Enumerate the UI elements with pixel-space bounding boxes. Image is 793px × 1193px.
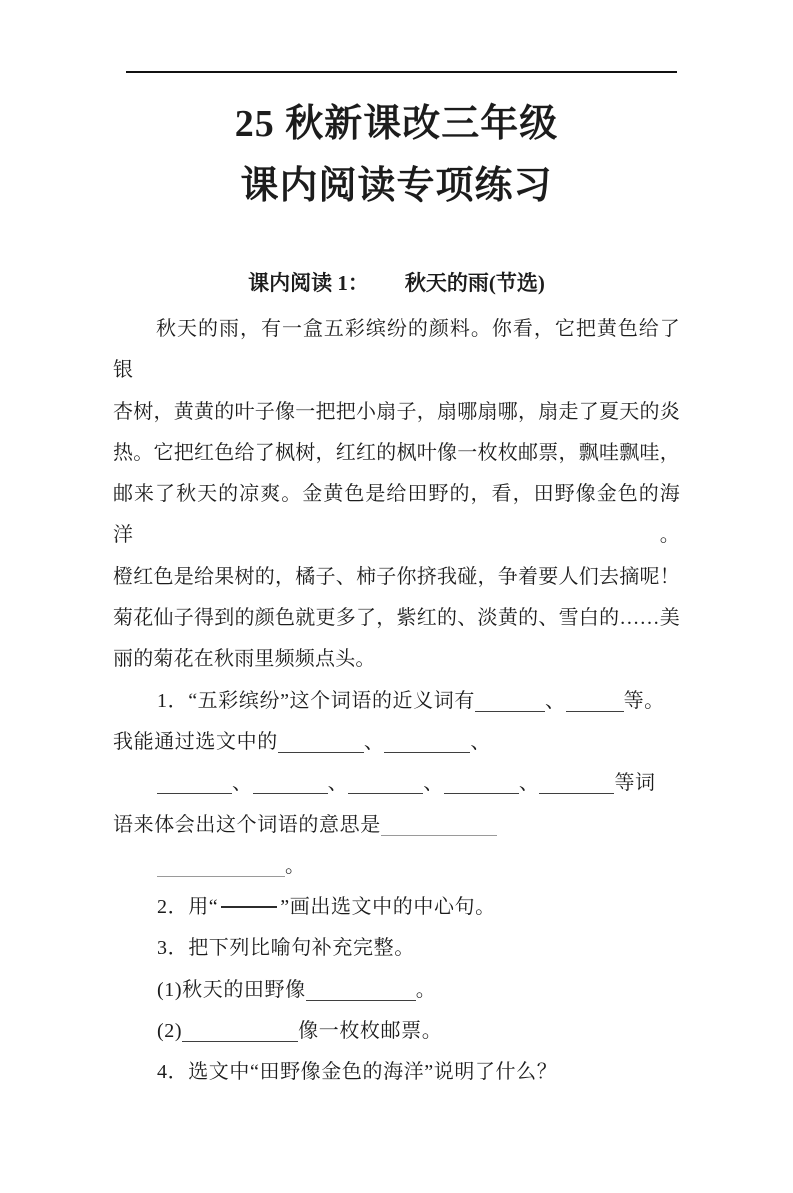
question-1-text-2: 我能通过选文中的: [113, 730, 278, 753]
separator: 、: [544, 689, 566, 712]
question-1-line-3: [113, 763, 680, 804]
question-1-line-5: [113, 846, 680, 887]
answer-blank: [182, 1019, 298, 1042]
answer-blank: [157, 771, 232, 794]
question-2-suffix: ”画出选文中的中心句。: [280, 896, 496, 919]
answer-blank: [444, 771, 519, 794]
passage-line: 丽的菊花在秋雨里频频点头。: [113, 648, 376, 671]
question-1-text-4: 语来体会出这个词语的意思是: [113, 813, 381, 836]
question-3-item-2-prefix: (2): [157, 1020, 183, 1043]
answer-blank: [306, 978, 416, 1001]
section-label: 课内阅读 1：: [248, 271, 369, 295]
question-4-text: 4．选文中“田野像金色的海洋”说明了什么？: [157, 1061, 558, 1084]
question-1-line-5-end: 。: [285, 854, 306, 877]
question-1-text: 1．“五彩缤纷”这个词语的近义词有: [157, 689, 475, 712]
question-1-line-1: [113, 681, 680, 722]
question-1-line-4: [113, 805, 680, 846]
underline-mark: [221, 906, 277, 908]
separator: 、: [470, 730, 492, 753]
question-3-item-1-suffix: 。: [415, 978, 437, 1001]
question-3-item-2-suffix: 像一枚枚邮票。: [298, 1020, 443, 1043]
question-1-line-3-end: 等词: [614, 772, 656, 795]
separator: 、: [363, 730, 385, 753]
separator: 、: [518, 772, 540, 795]
question-2-prefix: 2．用“: [157, 896, 219, 919]
worksheet-page: [0, 71, 793, 1094]
section-name: 秋天的雨(节选): [404, 271, 545, 295]
question-3-item-1: [113, 970, 680, 1011]
answer-blank: [381, 813, 497, 836]
page-title-line-1: 25 秋新课改三年级: [234, 103, 559, 145]
passage-line: 秋天的雨，有一盒五彩缤纷的颜料。你看，它把黄色给了银: [113, 318, 680, 382]
answer-blank: [384, 730, 470, 753]
question-3-item-2: [113, 1011, 680, 1052]
separator: 、: [327, 772, 349, 795]
answer-blank: [157, 854, 285, 877]
section-heading: [113, 262, 680, 304]
question-3: [113, 928, 680, 969]
answer-blank: [253, 771, 328, 794]
answer-blank: [278, 730, 364, 753]
question-4: [113, 1052, 680, 1093]
document-title: [113, 93, 680, 217]
header-rule: [126, 71, 677, 73]
question-1-end: 等。: [623, 689, 665, 712]
answer-blank: [348, 771, 423, 794]
worksheet-body: [113, 309, 680, 1094]
answer-blank: [566, 689, 624, 712]
question-2: [113, 887, 680, 928]
passage-line: 热。它把红色给了枫树，红红的枫叶像一枚枚邮票，飘哇飘哇，: [113, 441, 680, 464]
passage-line: 杏树，黄黄的叶子像一把把小扇子，扇哪扇哪，扇走了夏天的炎: [113, 400, 680, 423]
question-1-line-2: [113, 722, 680, 763]
question-3-title: 3．把下列比喻句补充完整。: [157, 937, 415, 960]
passage-line: 橙红色是给果树的，橘子、柿子你挤我碰，争着要人们去摘呢！: [113, 565, 680, 588]
passage-line: 菊花仙子得到的颜色就更多了，紫红的、淡黄的、雪白的……美: [113, 607, 680, 630]
separator: 、: [423, 772, 444, 795]
answer-blank: [539, 771, 614, 794]
answer-blank: [475, 689, 545, 712]
separator: 、: [232, 772, 253, 795]
page-title-line-2: 课内阅读专项练习: [240, 165, 553, 207]
passage-line: 邮来了秋天的凉爽。金黄色是给田野的，看，田野像金色的海洋。: [113, 483, 680, 547]
question-3-item-1-prefix: (1)秋天的田野像: [157, 978, 306, 1001]
